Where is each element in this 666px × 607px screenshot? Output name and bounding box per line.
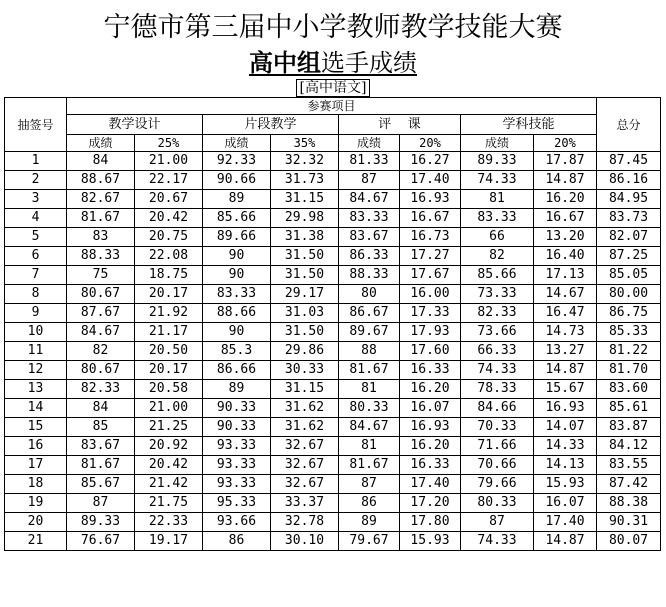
- table-row: [5, 399, 661, 418]
- segment-score-cell: 90: [203, 247, 271, 266]
- page-title: 宁德市第三届中小学教师教学技能大赛: [103, 12, 563, 43]
- design-weighted-cell: 21.25: [135, 418, 203, 437]
- review-score-cell: 80.33: [339, 399, 400, 418]
- segment-weighted-cell: 31.50: [271, 266, 339, 285]
- skill-weighted-cell: 14.07: [534, 418, 597, 437]
- skill-score-cell: 81: [461, 190, 534, 209]
- header-row-groups: [5, 115, 661, 135]
- table-row: [5, 266, 661, 285]
- design-score-cell: 87.67: [67, 304, 135, 323]
- review-score-cell: 81.67: [339, 456, 400, 475]
- skill-weighted-cell: 14.67: [534, 285, 597, 304]
- draw-number-cell: 19: [5, 494, 67, 513]
- table-row: [5, 494, 661, 513]
- design-score-cell: 88.67: [67, 171, 135, 190]
- segment-score-cell: 92.33: [203, 152, 271, 171]
- table-row: [5, 532, 661, 551]
- design-weighted-cell: 22.08: [135, 247, 203, 266]
- skill-weighted-cell: 16.67: [534, 209, 597, 228]
- weight-subheader: 20%: [534, 135, 597, 152]
- draw-number-cell: 8: [5, 285, 67, 304]
- skill-weighted-cell: 16.40: [534, 247, 597, 266]
- review-score-cell: 86.67: [339, 304, 400, 323]
- draw-number-cell: 13: [5, 380, 67, 399]
- draw-number-header: 抽签号: [5, 98, 67, 152]
- total-score-cell: 85.05: [597, 266, 661, 285]
- segment-weighted-cell: 32.32: [271, 152, 339, 171]
- skill-score-cell: 78.33: [461, 380, 534, 399]
- design-weighted-cell: 20.17: [135, 285, 203, 304]
- design-score-cell: 80.67: [67, 361, 135, 380]
- design-score-cell: 85: [67, 418, 135, 437]
- skill-weighted-cell: 14.87: [534, 171, 597, 190]
- total-score-cell: 87.25: [597, 247, 661, 266]
- total-header: 总分: [597, 98, 661, 152]
- design-weighted-cell: 21.75: [135, 494, 203, 513]
- skill-score-cell: 82: [461, 247, 534, 266]
- skill-score-cell: 89.33: [461, 152, 534, 171]
- skill-weighted-cell: 16.93: [534, 399, 597, 418]
- segment-score-cell: 89.66: [203, 228, 271, 247]
- segment-weighted-cell: 32.78: [271, 513, 339, 532]
- design-weighted-cell: 20.92: [135, 437, 203, 456]
- design-score-cell: 83: [67, 228, 135, 247]
- score-subheader: 成绩: [67, 135, 135, 152]
- group-header-design: 教学设计: [67, 115, 203, 135]
- design-score-cell: 75: [67, 266, 135, 285]
- design-weighted-cell: 20.75: [135, 228, 203, 247]
- table-row: [5, 380, 661, 399]
- segment-score-cell: 89: [203, 190, 271, 209]
- segment-score-cell: 90.66: [203, 171, 271, 190]
- weight-subheader: 20%: [400, 135, 461, 152]
- segment-weighted-cell: 31.50: [271, 247, 339, 266]
- skill-weighted-cell: 16.20: [534, 190, 597, 209]
- table-row: [5, 475, 661, 494]
- review-weighted-cell: 17.40: [400, 475, 461, 494]
- review-weighted-cell: 17.93: [400, 323, 461, 342]
- review-score-cell: 79.67: [339, 532, 400, 551]
- score-subheader: 成绩: [339, 135, 400, 152]
- review-weighted-cell: 17.67: [400, 266, 461, 285]
- total-score-cell: 85.33: [597, 323, 661, 342]
- total-score-cell: 83.55: [597, 456, 661, 475]
- review-score-cell: 81: [339, 380, 400, 399]
- segment-weighted-cell: 31.15: [271, 380, 339, 399]
- subject-label: [0, 80, 666, 96]
- segment-weighted-cell: 32.67: [271, 437, 339, 456]
- review-weighted-cell: 17.80: [400, 513, 461, 532]
- design-weighted-cell: 21.17: [135, 323, 203, 342]
- segment-score-cell: 85.66: [203, 209, 271, 228]
- review-weighted-cell: 16.73: [400, 228, 461, 247]
- category-header: 参赛项目: [67, 98, 597, 115]
- segment-weighted-cell: 29.86: [271, 342, 339, 361]
- table-row: [5, 437, 661, 456]
- review-weighted-cell: 17.20: [400, 494, 461, 513]
- segment-weighted-cell: 31.50: [271, 323, 339, 342]
- segment-weighted-cell: 29.98: [271, 209, 339, 228]
- table-row: [5, 342, 661, 361]
- skill-weighted-cell: 15.93: [534, 475, 597, 494]
- segment-weighted-cell: 31.38: [271, 228, 339, 247]
- skill-score-cell: 66.33: [461, 342, 534, 361]
- segment-weighted-cell: 32.67: [271, 456, 339, 475]
- segment-weighted-cell: 31.15: [271, 190, 339, 209]
- design-weighted-cell: 18.75: [135, 266, 203, 285]
- review-weighted-cell: 16.93: [400, 190, 461, 209]
- table-row: [5, 323, 661, 342]
- review-score-cell: 83.33: [339, 209, 400, 228]
- design-score-cell: 88.33: [67, 247, 135, 266]
- skill-weighted-cell: 14.73: [534, 323, 597, 342]
- segment-score-cell: 83.33: [203, 285, 271, 304]
- design-score-cell: 81.67: [67, 209, 135, 228]
- review-weighted-cell: 15.93: [400, 532, 461, 551]
- total-score-cell: 83.60: [597, 380, 661, 399]
- review-weighted-cell: 16.07: [400, 399, 461, 418]
- subtitle-group: 高中组: [249, 48, 321, 77]
- skill-score-cell: 80.33: [461, 494, 534, 513]
- total-score-cell: 81.70: [597, 361, 661, 380]
- total-score-cell: 88.38: [597, 494, 661, 513]
- segment-score-cell: 93.33: [203, 456, 271, 475]
- review-score-cell: 87: [339, 475, 400, 494]
- design-weighted-cell: 21.42: [135, 475, 203, 494]
- design-weighted-cell: 20.67: [135, 190, 203, 209]
- table-row: [5, 285, 661, 304]
- total-score-cell: 80.00: [597, 285, 661, 304]
- design-score-cell: 85.67: [67, 475, 135, 494]
- review-score-cell: 81.33: [339, 152, 400, 171]
- segment-weighted-cell: 31.62: [271, 399, 339, 418]
- design-weighted-cell: 21.00: [135, 399, 203, 418]
- skill-score-cell: 82.33: [461, 304, 534, 323]
- segment-score-cell: 90.33: [203, 418, 271, 437]
- skill-score-cell: 74.33: [461, 361, 534, 380]
- review-score-cell: 84.67: [339, 418, 400, 437]
- draw-number-cell: 14: [5, 399, 67, 418]
- skill-weighted-cell: 14.13: [534, 456, 597, 475]
- segment-score-cell: 90: [203, 266, 271, 285]
- design-weighted-cell: 20.17: [135, 361, 203, 380]
- skill-score-cell: 83.33: [461, 209, 534, 228]
- skill-score-cell: 73.66: [461, 323, 534, 342]
- skill-weighted-cell: 17.13: [534, 266, 597, 285]
- review-score-cell: 89.67: [339, 323, 400, 342]
- table-row: [5, 361, 661, 380]
- skill-weighted-cell: 15.67: [534, 380, 597, 399]
- segment-score-cell: 85.3: [203, 342, 271, 361]
- design-score-cell: 82: [67, 342, 135, 361]
- group-header-segment: 片段教学: [203, 115, 339, 135]
- design-weighted-cell: 19.17: [135, 532, 203, 551]
- table-row: [5, 190, 661, 209]
- skill-score-cell: 73.33: [461, 285, 534, 304]
- review-score-cell: 84.67: [339, 190, 400, 209]
- segment-weighted-cell: 31.03: [271, 304, 339, 323]
- design-weighted-cell: 22.17: [135, 171, 203, 190]
- segment-weighted-cell: 32.67: [271, 475, 339, 494]
- design-weighted-cell: 20.42: [135, 209, 203, 228]
- skill-score-cell: 79.66: [461, 475, 534, 494]
- draw-number-cell: 5: [5, 228, 67, 247]
- skill-weighted-cell: 17.87: [534, 152, 597, 171]
- design-score-cell: 87: [67, 494, 135, 513]
- draw-number-cell: 7: [5, 266, 67, 285]
- draw-number-cell: 17: [5, 456, 67, 475]
- subject-text: [高中语文]: [296, 79, 371, 97]
- review-score-cell: 88.33: [339, 266, 400, 285]
- review-score-cell: 83.67: [339, 228, 400, 247]
- review-weighted-cell: 16.27: [400, 152, 461, 171]
- draw-number-cell: 3: [5, 190, 67, 209]
- design-score-cell: 89.33: [67, 513, 135, 532]
- table-row: [5, 171, 661, 190]
- weight-subheader: 35%: [271, 135, 339, 152]
- skill-score-cell: 84.66: [461, 399, 534, 418]
- total-score-cell: 83.87: [597, 418, 661, 437]
- design-weighted-cell: 20.50: [135, 342, 203, 361]
- review-score-cell: 89: [339, 513, 400, 532]
- group-header-skill: 学科技能: [461, 115, 597, 135]
- review-weighted-cell: 16.20: [400, 380, 461, 399]
- design-score-cell: 83.67: [67, 437, 135, 456]
- total-score-cell: 86.75: [597, 304, 661, 323]
- skill-score-cell: 71.66: [461, 437, 534, 456]
- segment-score-cell: 90: [203, 323, 271, 342]
- review-weighted-cell: 16.33: [400, 456, 461, 475]
- table-row: [5, 304, 661, 323]
- design-score-cell: 81.67: [67, 456, 135, 475]
- total-score-cell: 83.73: [597, 209, 661, 228]
- skill-weighted-cell: 14.87: [534, 532, 597, 551]
- draw-number-cell: 4: [5, 209, 67, 228]
- segment-weighted-cell: 30.33: [271, 361, 339, 380]
- segment-score-cell: 95.33: [203, 494, 271, 513]
- review-score-cell: 86: [339, 494, 400, 513]
- draw-number-cell: 18: [5, 475, 67, 494]
- total-score-cell: 84.95: [597, 190, 661, 209]
- total-score-cell: 81.22: [597, 342, 661, 361]
- skill-score-cell: 70.66: [461, 456, 534, 475]
- design-score-cell: 80.67: [67, 285, 135, 304]
- segment-score-cell: 93.66: [203, 513, 271, 532]
- skill-weighted-cell: 14.87: [534, 361, 597, 380]
- review-score-cell: 86.33: [339, 247, 400, 266]
- total-score-cell: 86.16: [597, 171, 661, 190]
- skill-weighted-cell: 14.33: [534, 437, 597, 456]
- design-score-cell: 76.67: [67, 532, 135, 551]
- total-score-cell: 87.45: [597, 152, 661, 171]
- subtitle-rest: 选手成绩: [321, 49, 417, 77]
- design-score-cell: 84.67: [67, 323, 135, 342]
- review-score-cell: 88: [339, 342, 400, 361]
- header-row-category: [5, 98, 661, 115]
- design-score-cell: 82.33: [67, 380, 135, 399]
- review-score-cell: 81.67: [339, 361, 400, 380]
- skill-weighted-cell: 17.40: [534, 513, 597, 532]
- review-weighted-cell: 17.60: [400, 342, 461, 361]
- score-subheader: 成绩: [203, 135, 271, 152]
- segment-weighted-cell: 31.73: [271, 171, 339, 190]
- skill-score-cell: 70.33: [461, 418, 534, 437]
- table-row: [5, 456, 661, 475]
- design-score-cell: 82.67: [67, 190, 135, 209]
- group-header-review: 评 课: [339, 115, 461, 135]
- table-row: [5, 247, 661, 266]
- skill-score-cell: 74.33: [461, 171, 534, 190]
- review-score-cell: 81: [339, 437, 400, 456]
- draw-number-cell: 9: [5, 304, 67, 323]
- weight-subheader: 25%: [135, 135, 203, 152]
- skill-weighted-cell: 16.47: [534, 304, 597, 323]
- total-score-cell: 87.42: [597, 475, 661, 494]
- review-weighted-cell: 16.33: [400, 361, 461, 380]
- header-row-sub: [5, 135, 661, 152]
- score-table: [4, 97, 661, 551]
- draw-number-cell: 21: [5, 532, 67, 551]
- segment-score-cell: 88.66: [203, 304, 271, 323]
- review-weighted-cell: 17.33: [400, 304, 461, 323]
- total-score-cell: 90.31: [597, 513, 661, 532]
- draw-number-cell: 20: [5, 513, 67, 532]
- total-score-cell: 82.07: [597, 228, 661, 247]
- draw-number-cell: 1: [5, 152, 67, 171]
- table-row: [5, 209, 661, 228]
- segment-score-cell: 89: [203, 380, 271, 399]
- table-row: [5, 152, 661, 171]
- skill-score-cell: 66: [461, 228, 534, 247]
- total-score-cell: 85.61: [597, 399, 661, 418]
- total-score-cell: 80.07: [597, 532, 661, 551]
- skill-weighted-cell: 13.27: [534, 342, 597, 361]
- draw-number-cell: 10: [5, 323, 67, 342]
- review-score-cell: 80: [339, 285, 400, 304]
- review-weighted-cell: 16.20: [400, 437, 461, 456]
- segment-score-cell: 86.66: [203, 361, 271, 380]
- skill-weighted-cell: 16.07: [534, 494, 597, 513]
- skill-score-cell: 85.66: [461, 266, 534, 285]
- segment-weighted-cell: 33.37: [271, 494, 339, 513]
- draw-number-cell: 12: [5, 361, 67, 380]
- draw-number-cell: 6: [5, 247, 67, 266]
- page-subtitle: [0, 48, 666, 78]
- segment-weighted-cell: 30.10: [271, 532, 339, 551]
- total-score-cell: 84.12: [597, 437, 661, 456]
- segment-score-cell: 93.33: [203, 475, 271, 494]
- design-weighted-cell: 21.92: [135, 304, 203, 323]
- design-score-cell: 84: [67, 399, 135, 418]
- draw-number-cell: 11: [5, 342, 67, 361]
- segment-weighted-cell: 31.62: [271, 418, 339, 437]
- table-row: [5, 513, 661, 532]
- review-weighted-cell: 16.93: [400, 418, 461, 437]
- segment-score-cell: 90.33: [203, 399, 271, 418]
- design-weighted-cell: 21.00: [135, 152, 203, 171]
- design-score-cell: 84: [67, 152, 135, 171]
- segment-score-cell: 93.33: [203, 437, 271, 456]
- score-subheader: 成绩: [461, 135, 534, 152]
- table-row: [5, 418, 661, 437]
- segment-weighted-cell: 29.17: [271, 285, 339, 304]
- review-weighted-cell: 16.00: [400, 285, 461, 304]
- draw-number-cell: 15: [5, 418, 67, 437]
- review-weighted-cell: 17.40: [400, 171, 461, 190]
- skill-weighted-cell: 13.20: [534, 228, 597, 247]
- review-weighted-cell: 17.27: [400, 247, 461, 266]
- segment-score-cell: 86: [203, 532, 271, 551]
- table-row: [5, 228, 661, 247]
- design-weighted-cell: 22.33: [135, 513, 203, 532]
- design-weighted-cell: 20.42: [135, 456, 203, 475]
- skill-score-cell: 74.33: [461, 532, 534, 551]
- draw-number-cell: 16: [5, 437, 67, 456]
- skill-score-cell: 87: [461, 513, 534, 532]
- review-score-cell: 87: [339, 171, 400, 190]
- draw-number-cell: 2: [5, 171, 67, 190]
- review-weighted-cell: 16.67: [400, 209, 461, 228]
- design-weighted-cell: 20.58: [135, 380, 203, 399]
